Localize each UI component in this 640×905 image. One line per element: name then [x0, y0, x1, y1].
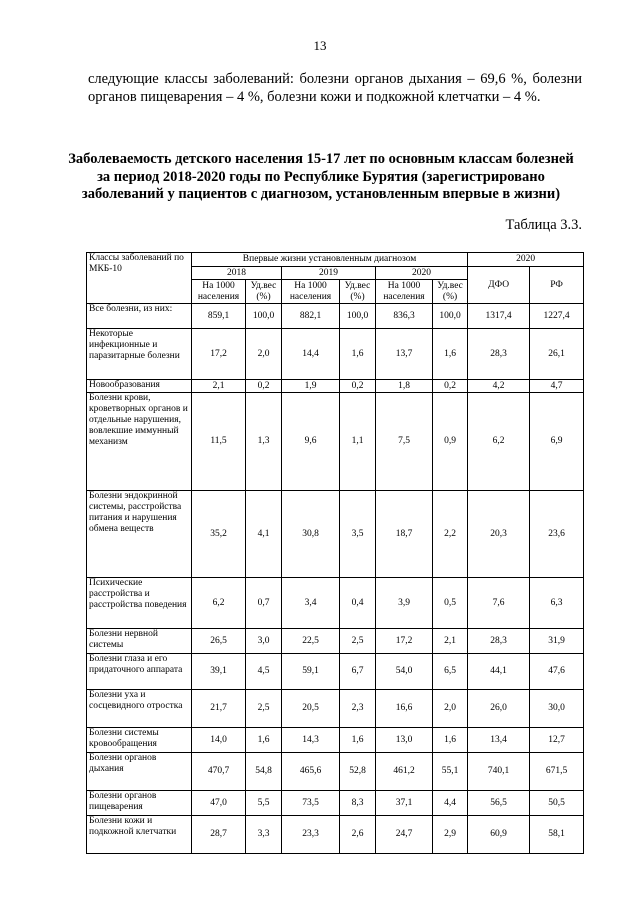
cell-share-2019: 100,0: [340, 304, 376, 329]
cell-dfo-2020: 1317,4: [468, 304, 530, 329]
cell-share-2018: 2,5: [246, 690, 282, 728]
cell-share-2018: 3,3: [246, 816, 282, 854]
cell-share-2018: 1,6: [246, 728, 282, 753]
cell-rf-2020: 31,9: [530, 629, 584, 654]
cell-share-2019: 1,6: [340, 728, 376, 753]
cell-dfo-2020: 740,1: [468, 753, 530, 791]
table-row: [87, 690, 584, 728]
cell-per-1000-2019: 9,6: [282, 393, 340, 491]
header-year-2020: 2020: [376, 267, 468, 280]
cell-rf-2020: 6,3: [530, 578, 584, 629]
table-row: [87, 791, 584, 816]
cell-per-1000-2020: 1,8: [376, 380, 433, 393]
cell-dfo-2020: 13,4: [468, 728, 530, 753]
cell-share-2020: 2,1: [433, 629, 468, 654]
cell-per-1000-2020: 461,2: [376, 753, 433, 791]
cell-per-1000-2018: 859,1: [192, 304, 246, 329]
cell-dfo-2020: 26,0: [468, 690, 530, 728]
cell-share-2019: 8,3: [340, 791, 376, 816]
cell-share-2018: 5,5: [246, 791, 282, 816]
disease-class-name: Болезни эндокринной системы, расстройства питания и нарушения обмена веществ: [87, 491, 192, 578]
header-dfo: ДФО: [468, 267, 530, 304]
section-title: Заболеваемость детского населения 15-17 лет по основным классам болезней за период 2018-2020 годы по Республике Бурятия (зарегистрировано заболеваний у пациентов с диагнозом, установленным впервые в жизни): [68, 151, 574, 202]
table-row: [87, 816, 584, 854]
table-row: [87, 491, 584, 578]
cell-share-2019: 2,6: [340, 816, 376, 854]
cell-share-2019: 52,8: [340, 753, 376, 791]
cell-share-2019: 1,1: [340, 393, 376, 491]
cell-share-2019: 2,5: [340, 629, 376, 654]
table-row: [87, 753, 584, 791]
cell-per-1000-2018: 35,2: [192, 491, 246, 578]
cell-per-1000-2019: 882,1: [282, 304, 340, 329]
table-row: [87, 304, 584, 329]
cell-share-2020: 0,5: [433, 578, 468, 629]
disease-class-name: Психические расстройства и расстройства поведения: [87, 578, 192, 629]
header-share-2020: Уд.вес (%): [433, 280, 468, 304]
cell-per-1000-2018: 47,0: [192, 791, 246, 816]
cell-share-2020: 2,0: [433, 690, 468, 728]
header-per-1000-2018: На 1000 населения: [192, 280, 246, 304]
disease-class-name: Болезни крови, кроветворных органов и отдельные нарушения, вовлекшие иммунный механизм: [87, 393, 192, 491]
table-caption: Таблица 3.3.: [505, 217, 582, 233]
cell-rf-2020: 1227,4: [530, 304, 584, 329]
cell-per-1000-2020: 37,1: [376, 791, 433, 816]
cell-dfo-2020: 60,9: [468, 816, 530, 854]
cell-per-1000-2018: 17,2: [192, 329, 246, 380]
cell-share-2019: 2,3: [340, 690, 376, 728]
cell-per-1000-2018: 470,7: [192, 753, 246, 791]
page-number: 13: [313, 38, 327, 53]
cell-per-1000-2019: 1,9: [282, 380, 340, 393]
cell-share-2019: 1,6: [340, 329, 376, 380]
header-share-2019: Уд.вес (%): [340, 280, 376, 304]
disease-class-name: Болезни нервной системы: [87, 629, 192, 654]
cell-share-2019: 3,5: [340, 491, 376, 578]
cell-share-2020: 1,6: [433, 329, 468, 380]
table-body: [87, 304, 584, 854]
disease-class-name: Болезни системы кровообращения: [87, 728, 192, 753]
cell-share-2018: 2,0: [246, 329, 282, 380]
cell-per-1000-2019: 30,8: [282, 491, 340, 578]
cell-per-1000-2019: 73,5: [282, 791, 340, 816]
cell-share-2019: 6,7: [340, 654, 376, 690]
cell-rf-2020: 26,1: [530, 329, 584, 380]
header-rf: РФ: [530, 267, 584, 304]
table-row: [87, 728, 584, 753]
cell-per-1000-2018: 14,0: [192, 728, 246, 753]
cell-dfo-2020: 6,2: [468, 393, 530, 491]
cell-share-2020: 0,9: [433, 393, 468, 491]
table-row: [87, 654, 584, 690]
cell-per-1000-2019: 22,5: [282, 629, 340, 654]
header-2020-comparison: 2020: [468, 253, 584, 267]
cell-share-2018: 4,1: [246, 491, 282, 578]
cell-rf-2020: 47,6: [530, 654, 584, 690]
cell-dfo-2020: 7,6: [468, 578, 530, 629]
cell-share-2018: 4,5: [246, 654, 282, 690]
cell-per-1000-2018: 2,1: [192, 380, 246, 393]
cell-share-2020: 1,6: [433, 728, 468, 753]
cell-share-2020: 55,1: [433, 753, 468, 791]
cell-per-1000-2020: 7,5: [376, 393, 433, 491]
cell-per-1000-2020: 24,7: [376, 816, 433, 854]
table-row: [87, 393, 584, 491]
disease-class-name: Новообразования: [87, 380, 192, 393]
cell-per-1000-2018: 28,7: [192, 816, 246, 854]
table-row: [87, 380, 584, 393]
cell-per-1000-2018: 26,5: [192, 629, 246, 654]
cell-rf-2020: 58,1: [530, 816, 584, 854]
cell-dfo-2020: 28,3: [468, 629, 530, 654]
cell-rf-2020: 50,5: [530, 791, 584, 816]
cell-share-2020: 4,4: [433, 791, 468, 816]
cell-per-1000-2020: 17,2: [376, 629, 433, 654]
disease-class-name: Болезни глаза и его придаточного аппарата: [87, 654, 192, 690]
cell-share-2019: 0,2: [340, 380, 376, 393]
cell-share-2018: 100,0: [246, 304, 282, 329]
disease-class-name: Некоторые инфекционные и паразитарные болезни: [87, 329, 192, 380]
cell-per-1000-2018: 11,5: [192, 393, 246, 491]
header-classes: Классы заболеваний по МКБ-10: [87, 253, 192, 304]
disease-class-name: Все болезни, из них:: [87, 304, 192, 329]
table-row: [87, 578, 584, 629]
cell-rf-2020: 671,5: [530, 753, 584, 791]
cell-per-1000-2020: 16,6: [376, 690, 433, 728]
cell-per-1000-2020: 18,7: [376, 491, 433, 578]
cell-per-1000-2019: 3,4: [282, 578, 340, 629]
cell-per-1000-2018: 39,1: [192, 654, 246, 690]
header-year-2018: 2018: [192, 267, 282, 280]
cell-per-1000-2019: 14,3: [282, 728, 340, 753]
cell-dfo-2020: 20,3: [468, 491, 530, 578]
cell-share-2020: 2,2: [433, 491, 468, 578]
header-share-2018: Уд.вес (%): [246, 280, 282, 304]
cell-share-2018: 54,8: [246, 753, 282, 791]
morbidity-table: [86, 252, 584, 854]
header-group: Впервые жизни установленным диагнозом: [192, 253, 468, 267]
cell-per-1000-2020: 836,3: [376, 304, 433, 329]
disease-class-name: Болезни органов дыхания: [87, 753, 192, 791]
cell-share-2020: 2,9: [433, 816, 468, 854]
cell-per-1000-2019: 20,5: [282, 690, 340, 728]
cell-share-2020: 0,2: [433, 380, 468, 393]
cell-share-2019: 0,4: [340, 578, 376, 629]
cell-per-1000-2019: 465,6: [282, 753, 340, 791]
header-per-1000-2019: На 1000 населения: [282, 280, 340, 304]
cell-per-1000-2018: 6,2: [192, 578, 246, 629]
disease-class-name: Болезни уха и сосцевидного отростка: [87, 690, 192, 728]
cell-per-1000-2020: 13,7: [376, 329, 433, 380]
cell-rf-2020: 6,9: [530, 393, 584, 491]
disease-class-name: Болезни кожи и подкожной клетчатки: [87, 816, 192, 854]
cell-per-1000-2018: 21,7: [192, 690, 246, 728]
cell-share-2020: 6,5: [433, 654, 468, 690]
cell-rf-2020: 4,7: [530, 380, 584, 393]
cell-rf-2020: 30,0: [530, 690, 584, 728]
table-row: [87, 629, 584, 654]
cell-per-1000-2020: 54,0: [376, 654, 433, 690]
disease-class-name: Болезни органов пищеварения: [87, 791, 192, 816]
cell-share-2018: 1,3: [246, 393, 282, 491]
table-row: [87, 329, 584, 380]
cell-per-1000-2020: 13,0: [376, 728, 433, 753]
cell-share-2020: 100,0: [433, 304, 468, 329]
cell-share-2018: 3,0: [246, 629, 282, 654]
cell-share-2018: 0,2: [246, 380, 282, 393]
cell-dfo-2020: 4,2: [468, 380, 530, 393]
cell-per-1000-2019: 59,1: [282, 654, 340, 690]
cell-per-1000-2019: 23,3: [282, 816, 340, 854]
intro-paragraph: следующие классы заболеваний: болезни органов дыхания – 69,6 %, болезни органов пищеварения – 4 %, болезни кожи и подкожной клетчатки – 4 %.: [88, 71, 582, 105]
cell-per-1000-2020: 3,9: [376, 578, 433, 629]
cell-rf-2020: 12,7: [530, 728, 584, 753]
cell-dfo-2020: 28,3: [468, 329, 530, 380]
cell-dfo-2020: 56,5: [468, 791, 530, 816]
header-per-1000-2020: На 1000 населения: [376, 280, 433, 304]
cell-dfo-2020: 44,1: [468, 654, 530, 690]
header-year-2019: 2019: [282, 267, 376, 280]
cell-rf-2020: 23,6: [530, 491, 584, 578]
cell-share-2018: 0,7: [246, 578, 282, 629]
cell-per-1000-2019: 14,4: [282, 329, 340, 380]
